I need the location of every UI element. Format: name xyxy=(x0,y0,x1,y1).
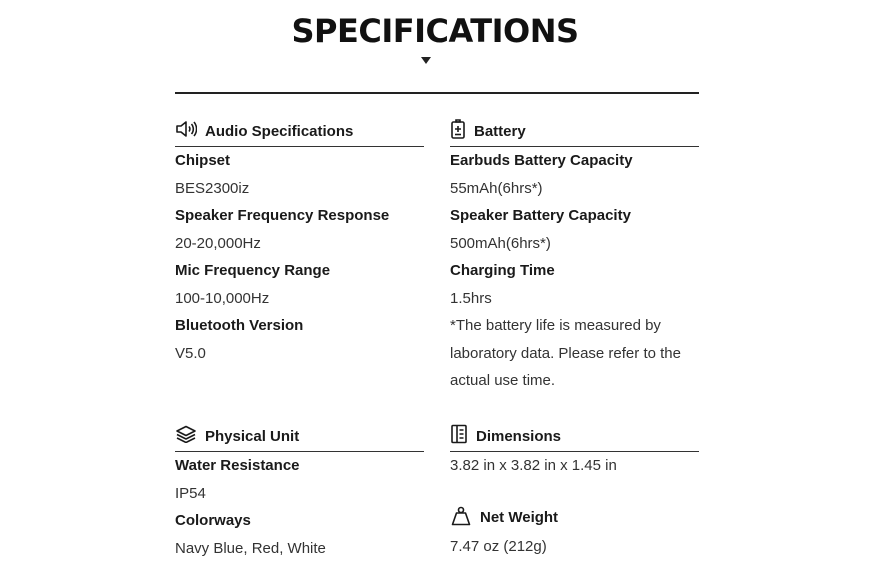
battery-icon xyxy=(450,119,466,143)
section-header xyxy=(450,423,699,452)
spec-label: Water Resistance xyxy=(175,457,300,474)
dimensions-section xyxy=(450,423,699,480)
speaker-icon xyxy=(175,120,197,142)
battery-section xyxy=(450,118,699,395)
spec-label: Bluetooth Version xyxy=(175,317,304,334)
section-title: Audio Specifications xyxy=(205,122,354,140)
section-header xyxy=(450,118,699,147)
weight-value: 7.47 oz (212g) xyxy=(450,538,547,555)
spec-value: IP54 xyxy=(175,484,206,502)
physical-unit-section xyxy=(175,423,424,562)
section-header xyxy=(175,118,424,147)
dimensions-value: 3.82 in x 3.82 in x 1.45 in xyxy=(450,457,617,474)
layers-icon xyxy=(175,425,197,447)
document-icon xyxy=(450,424,468,448)
page-title: SPECIFICATIONS xyxy=(291,12,579,50)
spec-label: Speaker Frequency Response xyxy=(175,207,390,224)
section-title: Dimensions xyxy=(476,427,562,445)
audio-specifications-section xyxy=(175,118,424,367)
spec-value: Navy Blue, Red, White xyxy=(175,539,326,557)
spec-label: Earbuds Battery Capacity xyxy=(450,152,633,169)
spec-value: 20-20,000Hz xyxy=(175,234,261,252)
section-header xyxy=(175,423,424,452)
spec-label: Speaker Battery Capacity xyxy=(450,207,631,224)
down-arrow-icon xyxy=(421,57,431,64)
section-title: Physical Unit xyxy=(205,427,300,445)
spec-value: 500mAh(6hrs*) xyxy=(450,234,551,252)
divider xyxy=(175,92,699,94)
spec-value: 1.5hrs xyxy=(450,289,492,307)
spec-value: 100-10,000Hz xyxy=(175,289,270,307)
spec-label: Mic Frequency Range xyxy=(175,262,331,279)
battery-note: *The battery life is measured by laboratory data. Please refer to the actual use time. xyxy=(450,317,681,389)
spec-label: Chipset xyxy=(175,152,231,169)
spec-value: BES2300iz xyxy=(175,179,250,197)
section-header xyxy=(450,504,699,533)
section-title: Net Weight xyxy=(480,509,559,526)
spec-value: V5.0 xyxy=(175,344,206,362)
spec-value: 55mAh(6hrs*) xyxy=(450,179,543,197)
weight-icon xyxy=(450,506,472,530)
spec-label: Colorways xyxy=(175,512,251,529)
section-title: Battery xyxy=(474,122,526,140)
spec-label: Charging Time xyxy=(450,262,555,279)
net-weight-section xyxy=(450,504,699,561)
